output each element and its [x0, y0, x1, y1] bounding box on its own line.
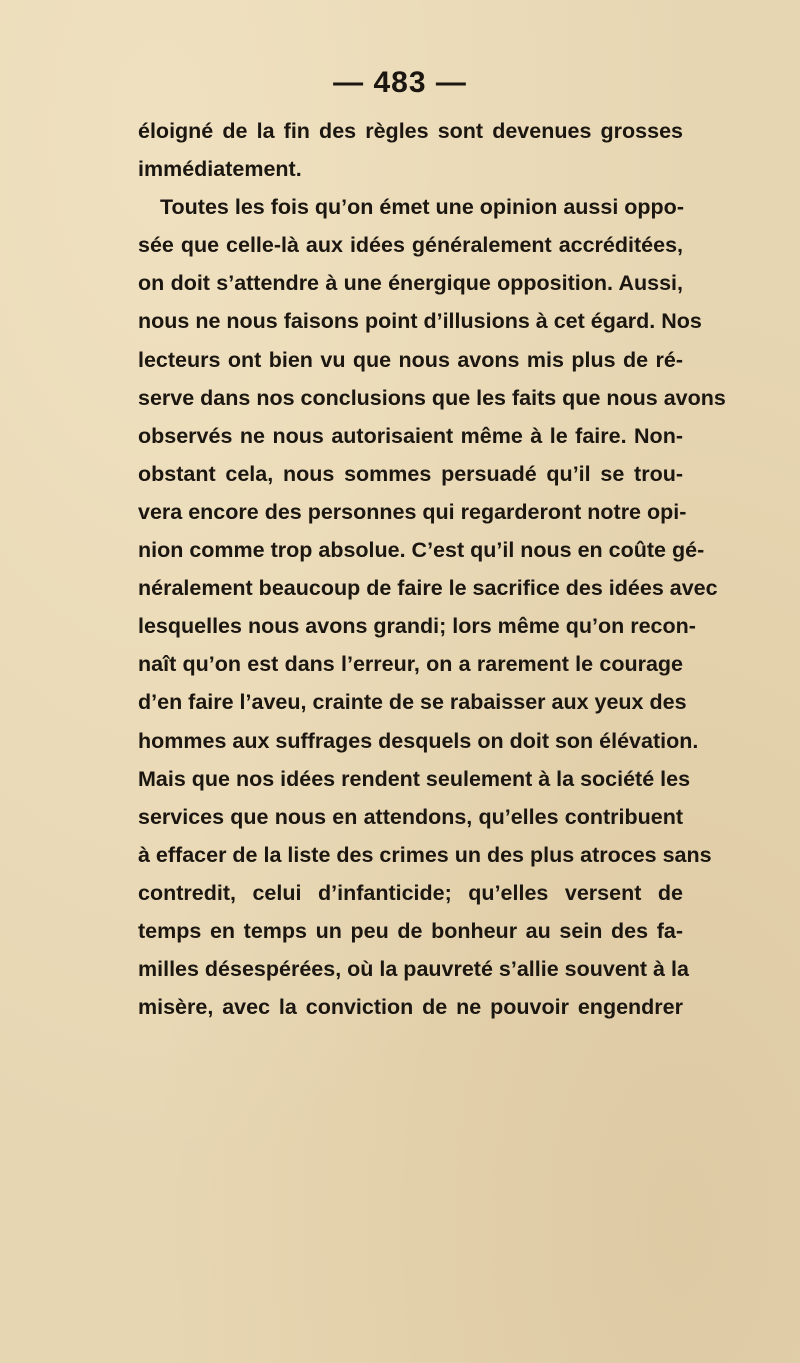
page-number: — 483 —	[333, 66, 467, 99]
text-line: serve dans nos conclusions que les faits que nous avons	[138, 385, 726, 410]
text-line: immédiatement.	[138, 157, 302, 182]
text-line: services que nous en attendons, qu’elles contribuent	[138, 804, 683, 829]
text-line: milles désespérées, où la pauvreté s’allie souvent à la	[138, 957, 689, 982]
text-line: lesquelles nous avons grandi; lors même qu’on recon-	[138, 614, 696, 639]
text-line: nion comme trop absolue. C’est qu’il nous en coûte gé-	[138, 538, 705, 563]
text-line: naît qu’on est dans l’erreur, on a rarement le courage	[138, 652, 683, 677]
text-line: on doit s’attendre à une énergique opposition. Aussi,	[138, 271, 683, 296]
text-line: nous ne nous faisons point d’illusions à cet égard. Nos	[138, 309, 702, 334]
text-line: néralement beaucoup de faire le sacrifice des idées avec	[138, 576, 718, 601]
text-line: Toutes les fois qu’on émet une opinion aussi oppo-	[160, 195, 684, 220]
text-line: Mais que nos idées rendent seulement à la société les	[138, 766, 691, 791]
text-line: sée que celle-là aux idées généralement accréditées,	[138, 233, 683, 258]
text-line: misère, avec la conviction de ne pouvoir engendrer	[138, 995, 683, 1020]
body-text	[138, 112, 726, 1026]
text-line: hommes aux suffrages desquels on doit son élévation.	[138, 728, 699, 753]
text-line: à effacer de la liste des crimes un des plus atroces sans	[138, 842, 712, 867]
text-line: contredit, celui d’infanticide; qu’elles versent de	[138, 880, 683, 905]
text-line: vera encore des personnes qui regarderont notre opi-	[138, 499, 687, 524]
text-line: observés ne nous autorisaient même à le faire. Non-	[138, 423, 683, 448]
text-line: temps en temps un peu de bonheur au sein des fa-	[138, 918, 683, 943]
text-line: obstant cela, nous sommes persuadé qu’il se trou-	[138, 461, 683, 486]
text-line: d’en faire l’aveu, crainte de se rabaisser aux yeux des	[138, 690, 687, 715]
text-line: éloigné de la fin des règles sont devenues grosses	[138, 119, 683, 143]
text-line: lecteurs ont bien vu que nous avons mis plus de ré-	[138, 347, 683, 372]
